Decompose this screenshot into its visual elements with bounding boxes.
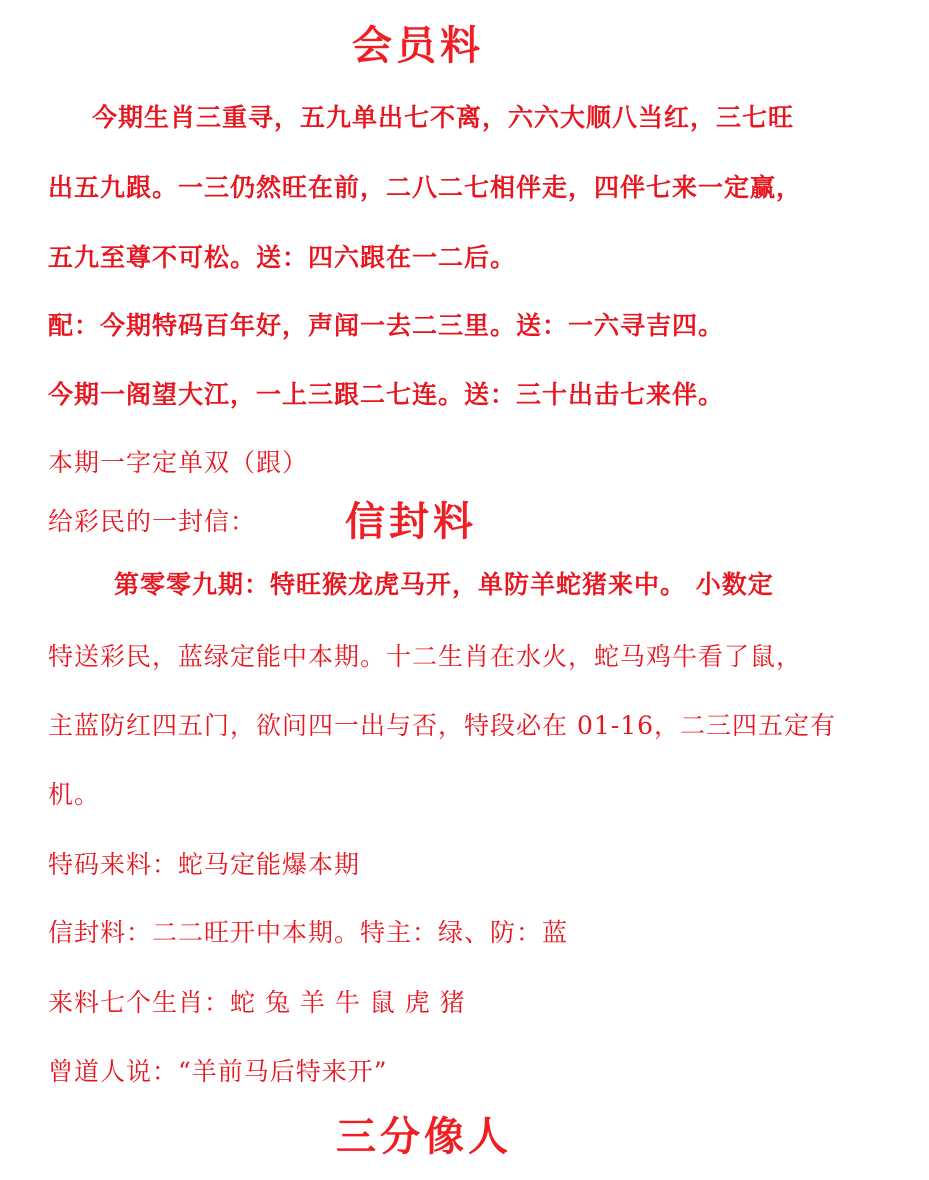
paragraph-line: 特送彩民，蓝绿定能中本期。十二生肖在水火，蛇马鸡牛看了鼠， — [48, 642, 803, 671]
jiang-line: 今期一阁望大江，一上三跟二七连。送：三十出击七来伴。 — [48, 380, 725, 409]
danshuang-line: 本期一字定单双（跟） — [48, 448, 309, 477]
paragraph-line: 五九至尊不可松。送：四六跟在一二后。 — [48, 243, 517, 272]
paragraph-line: 第零零九期：特旺猴龙虎马开，单防羊蛇猪来中。 小数定 — [114, 570, 774, 599]
pei-line: 配：今期特码百年好，声闻一去二三里。送：一六寻吉四。 — [48, 311, 725, 340]
zodiac-line: 来料七个生肖：蛇 兔 羊 牛 鼠 虎 猪 — [48, 988, 466, 1017]
heading-envelope-material: 信封料 — [345, 498, 477, 545]
heading-three-like-person: 三分像人 — [336, 1113, 512, 1160]
tema-line: 特码来料：蛇马定能爆本期 — [48, 850, 361, 879]
paragraph-line: 今期生肖三重寻，五九单出七不离，六六大顺八当红，三七旺 — [92, 103, 795, 132]
heading-member-material: 会员料 — [352, 22, 484, 69]
paragraph-line: 主蓝防红四五门，欲问四一出与否，特段必在 01-16，二三四五定有 — [48, 711, 837, 740]
paragraph-line: 出五九跟。一三仍然旺在前，二八二七相伴走，四伴七来一定赢， — [48, 173, 803, 202]
paragraph-line: 机。 — [48, 780, 101, 809]
letter-line: 给彩民的一封信： — [48, 507, 257, 536]
quote-line: 曾道人说：“羊前马后特来开” — [48, 1057, 388, 1086]
xinfeng-line: 信封料：二二旺开中本期。特主：绿、防：蓝 — [48, 918, 569, 947]
